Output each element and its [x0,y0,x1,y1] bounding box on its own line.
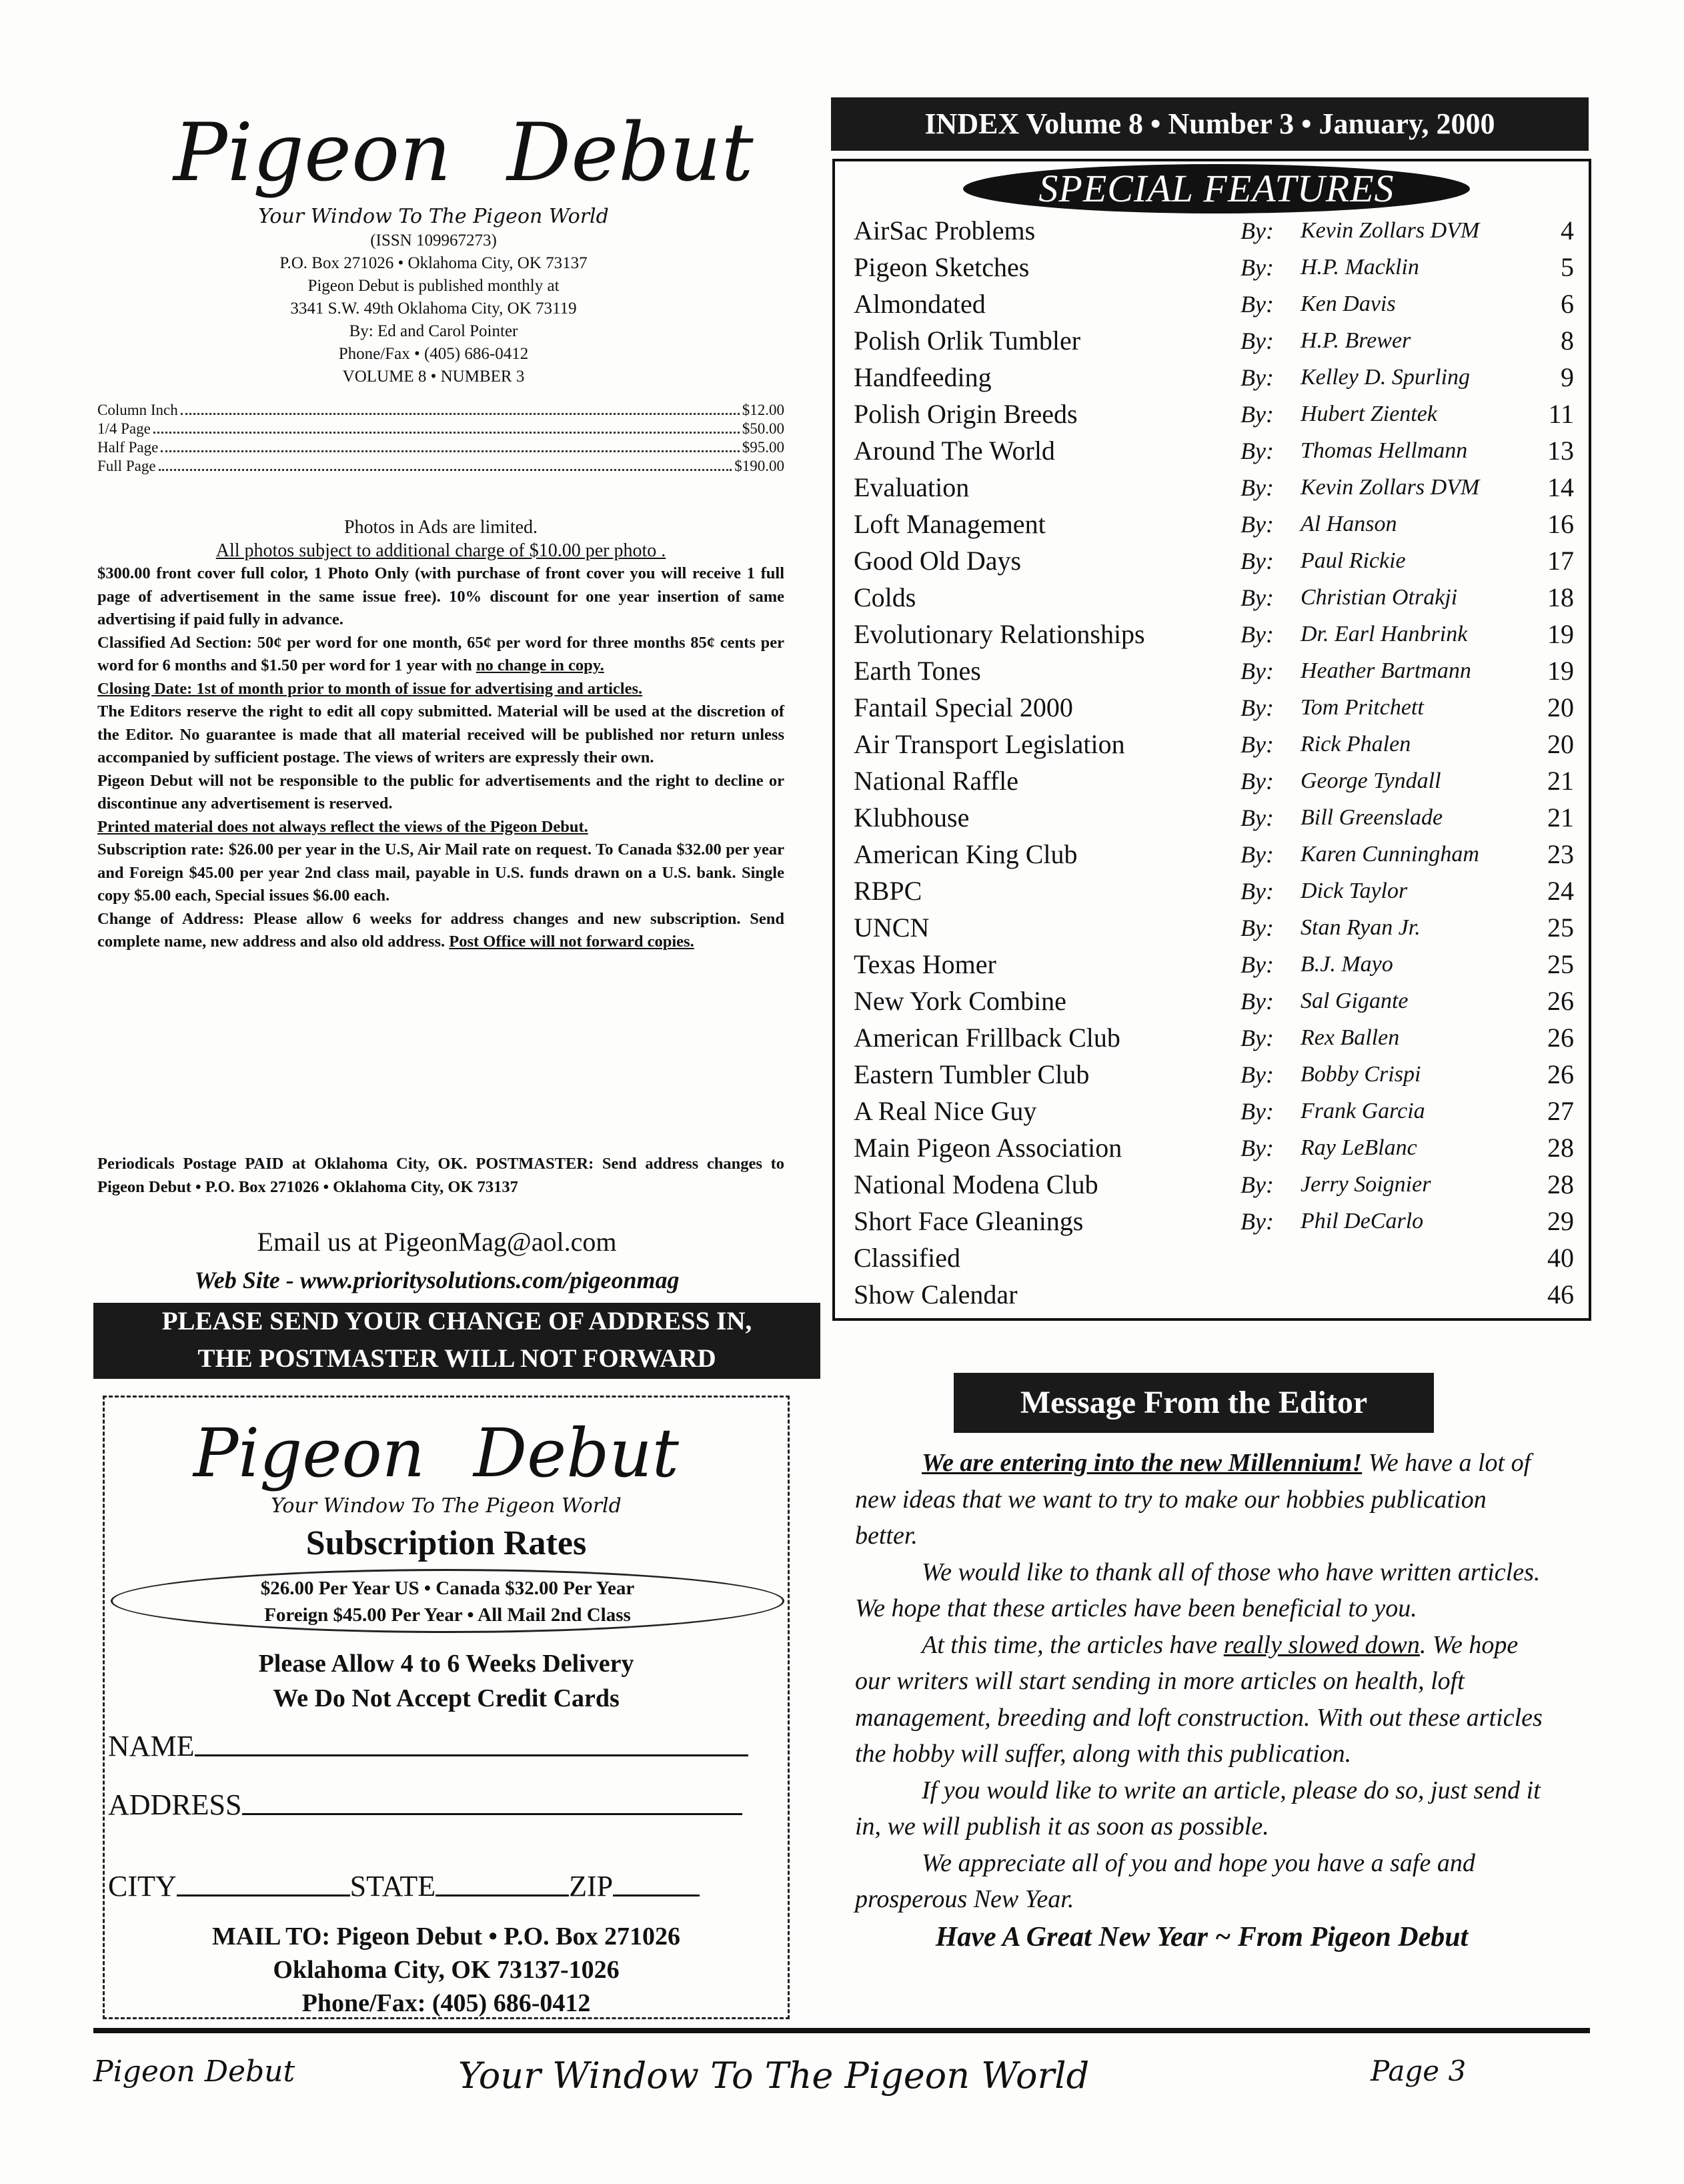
zip-label: ZIP [569,1870,614,1902]
toc-entry[interactable] [854,286,1574,322]
rate-row [97,402,784,420]
toc-page-number: 28 [1547,1133,1574,1163]
classified-text [97,632,784,678]
toc-author: Rex Ballen [1301,1025,1400,1050]
footer-rule [93,2028,1590,2033]
toc-title: Fantail Special 2000 [854,692,1073,722]
editor-p1-rest: We have a lot of new ideas that we want to try to make our hobbies publication better. [855,1449,1531,1550]
toc-title: A Real Nice Guy [854,1096,1037,1126]
toc-title: New York Combine [854,986,1066,1016]
po-box: P.O. Box 271026 • Oklahoma City, OK 73137 [279,254,588,272]
toc-by-label: By: [1240,584,1274,611]
toc-title: Klubhouse [854,802,970,833]
volume: VOLUME 8 • NUMBER 3 [342,368,525,386]
toc-title: RBPC [854,876,922,906]
page-number: Page 3 [1371,2055,1467,2087]
toc-entry[interactable] [854,799,1574,836]
rate-price: $12.00 [742,402,784,418]
toc-author: Rick Phalen [1301,731,1411,756]
closing-date: Closing Date: 1st of month prior to month of issue for advertising and articles. [97,679,643,698]
change-of-address [97,908,784,954]
toc-entry[interactable] [854,1056,1574,1093]
toc-entry[interactable] [854,469,1574,506]
toc-page-number: 27 [1547,1096,1574,1126]
toc-entry[interactable] [854,1239,1574,1276]
toc-entry[interactable] [854,762,1574,799]
toc-author: Kevin Zollars DVM [1301,217,1480,243]
toc-by-label: By: [1240,253,1274,281]
editor-message [855,1445,1549,1955]
toc-page-number: 25 [1547,913,1574,943]
toc-entry[interactable] [854,432,1574,469]
toc-author: Heather Bartmann [1301,658,1471,683]
toc-by-label: By: [1240,914,1274,941]
photos-charge: All photos subject to additional charge of $10.00 per photo . [215,540,666,561]
toc-entry[interactable] [854,909,1574,946]
editor-p3a: At this time, the articles have [922,1630,1224,1659]
toc-entry[interactable] [854,1166,1574,1203]
toc-entry[interactable] [854,616,1574,652]
toc-title: Good Old Days [854,546,1022,576]
published-line: Pigeon Debut is published monthly at [307,277,560,295]
toc-title: National Modena Club [854,1169,1098,1199]
toc-title: Air Transport Legislation [854,729,1125,759]
toc-page-number: 23 [1547,839,1574,869]
not-responsible: Pigeon Debut will not be responsible to the public for advertisements and the right to decline or discontinue any advertisement is reserved. [97,771,784,812]
toc-author: H.P. Brewer [1301,328,1411,353]
toc-by-label: By: [1240,290,1274,318]
address-field[interactable] [108,1788,768,1822]
toc-title: Classified [854,1243,960,1273]
toc-entry[interactable] [854,1276,1574,1313]
toc-by-label: By: [1240,877,1274,905]
toc-title: Short Face Gleanings [854,1206,1084,1236]
toc-author: Ray LeBlanc [1301,1135,1417,1160]
toc-title: Handfeeding [854,362,992,392]
rate-row [97,458,784,476]
masthead-tagline: Your Window To The Pigeon World [258,205,609,228]
toc-author: Kevin Zollars DVM [1301,474,1480,500]
toc-entry[interactable] [854,836,1574,873]
toc-page-number: 21 [1547,766,1574,796]
leader-dots [159,469,732,471]
mail-to [103,1920,790,2020]
toc-author: Al Hanson [1301,511,1397,536]
classified-rates: Classified Ad Section: 50¢ per word for one month, 65¢ per word for three months 85¢ cents per word for 6 months and $1.50 per word for 1 year with [97,633,784,674]
toc-title: American King Club [854,839,1078,869]
city-state-zip-field[interactable] [108,1869,768,1903]
toc-title: Earth Tones [854,656,981,686]
toc-title: UNCN [854,913,930,943]
toc-entry[interactable] [854,579,1574,616]
toc-page-number: 40 [1547,1243,1574,1273]
price-line2: Foreign $45.00 Per Year • All Mail 2nd Class [264,1604,631,1626]
toc-page-number: 13 [1547,436,1574,466]
toc-by-label: By: [1240,1024,1274,1051]
rate-label: Column Inch [97,402,178,418]
toc-page-number: 26 [1547,986,1574,1016]
notice-line1: PLEASE SEND YOUR CHANGE OF ADDRESS IN, [161,1307,752,1335]
toc-by-label: By: [1240,951,1274,978]
toc-by-label: By: [1240,510,1274,538]
front-cover-text: $300.00 front cover full color, 1 Photo Only (with purchase of front cover you will receive 1 full page of advertisement in the same issue free). 10% discount for one year insertion of same advertising if paid fully in advance. [97,564,784,628]
toc-title: Loft Management [854,509,1046,539]
toc-page-number: 18 [1547,582,1574,612]
toc-page-number: 16 [1547,509,1574,539]
toc-author: Sal Gigante [1301,988,1409,1013]
published-address: 3341 S.W. 49th Oklahoma City, OK 73119 [290,300,577,318]
toc-title: National Raffle [854,766,1018,796]
millennium-lead: We are entering into the new Millennium! [922,1449,1363,1477]
toc-author: Jerry Soignier [1301,1171,1431,1197]
editor-heading: Message From the Editor [954,1373,1434,1433]
publication-info [93,229,774,388]
toc-title: Polish Orlik Tumbler [854,326,1081,356]
toc-by-label: By: [1240,657,1274,684]
photos-limited: Photos in Ads are limited. [343,517,538,538]
rate-label: Half Page [97,439,159,456]
subscription-rate-text: Subscription rate: $26.00 per year in the U.S, Air Mail rate on request. To Canada $32.00 per year and Foreign $45.00 per year 2nd class mail, payable in U.S. funds drawn on a U.S. bank. Single copy $5.00 each, Special issues $6.00 each. [97,841,784,905]
name-field[interactable] [108,1729,768,1763]
toc-by-label: By: [1240,364,1274,391]
zip-blank[interactable] [613,1894,700,1896]
toc-page-number: 21 [1547,802,1574,833]
editors: By: Ed and Carol Pointer [349,322,518,340]
toc-title: American Frillback Club [854,1023,1120,1053]
editor-paragraph: We would like to thank all of those who have written articles. We hope that these articles have been beneficial to you. [855,1558,1541,1622]
coupon-title-word2: Debut [474,1414,679,1492]
toc-author: H.P. Macklin [1301,254,1419,280]
name-blank[interactable] [195,1754,748,1756]
toc-page-number: 46 [1547,1279,1574,1309]
toc-entry[interactable] [854,1093,1574,1129]
toc-entry[interactable] [854,873,1574,909]
delivery-line2: We Do Not Accept Credit Cards [273,1684,620,1712]
toc-entry[interactable] [854,652,1574,689]
rate-price: $190.00 [734,458,784,474]
name-label: NAME [108,1730,195,1762]
toc-by-label: By: [1240,217,1274,244]
toc-author: Bill Greenslade [1301,804,1443,830]
toc-page-number: 14 [1547,472,1574,502]
toc-entry[interactable] [854,322,1574,359]
toc-page-number: 4 [1561,215,1574,245]
toc-page-number: 17 [1547,546,1574,576]
toc-by-label: By: [1240,694,1274,721]
toc-title: Pigeon Sketches [854,252,1030,282]
toc-page-number: 26 [1547,1059,1574,1089]
state-label: STATE [349,1870,436,1902]
toc-entry[interactable] [854,1129,1574,1166]
address-label: ADDRESS [108,1788,242,1821]
toc-page-number: 26 [1547,1023,1574,1053]
toc-author: Stan Ryan Jr. [1301,915,1421,940]
toc-page-number: 20 [1547,729,1574,759]
rate-price: $50.00 [742,420,784,437]
toc-by-label: By: [1240,437,1274,464]
ad-rates [97,402,784,476]
masthead-title-word2: Debut [507,107,754,199]
toc-title: AirSac Problems [854,215,1036,245]
rate-label: Full Page [97,458,156,474]
toc-entry[interactable] [854,946,1574,983]
toc-page-number: 6 [1561,289,1574,319]
postal-notice: Periodicals Postage PAID at Oklahoma City, OK. POSTMASTER: Send address changes to Pigeon Debut • P.O. Box 271026 • Oklahoma City, OK 73137 [97,1155,784,1196]
toc-by-label: By: [1240,841,1274,868]
index-header: INDEX Volume 8 • Number 3 • January, 2000 [831,97,1589,151]
toc-title: Polish Origin Breeds [854,399,1078,429]
editor-signoff: Have A Great New Year ~ From Pigeon Debut [935,1921,1469,1953]
toc-page-number: 29 [1547,1206,1574,1236]
city-blank[interactable] [177,1894,350,1896]
toc-author: Dick Taylor [1301,878,1408,903]
toc-by-label: By: [1240,1061,1274,1088]
advertising-policy [97,516,784,954]
toc-page-number: 25 [1547,949,1574,979]
editors-reserve: The Editors reserve the right to edit all copy submitted. Material will be used at the discretion of the Editor. No guarantee is made that all material received will be published nor return unless accompanied by sufficient postage. The views of writers are expressly their own. [97,702,784,766]
price-oval [111,1569,784,1633]
toc-page-number: 20 [1547,692,1574,722]
toc-title: Colds [854,582,916,612]
toc-page-number: 28 [1547,1169,1574,1199]
toc-title: Texas Homer [854,949,996,979]
toc-author: Phil DeCarlo [1301,1208,1424,1233]
toc-entry[interactable] [854,506,1574,542]
toc-by-label: By: [1240,620,1274,648]
toc-title: Eastern Tumbler Club [854,1059,1090,1089]
toc-entry[interactable] [854,249,1574,286]
toc-entry[interactable] [854,542,1574,579]
editor-p3b: . We hope our writers will start sending in more articles on health, loft management, breeding and loft construction. With out these articles the hobby will suffer, along with this publication. [855,1630,1543,1768]
issn: (ISSN 109967273) [370,231,497,249]
toc-title: Around The World [854,436,1055,466]
masthead-title-word1: Pigeon [173,107,452,199]
rate-row [97,420,784,439]
toc-page-number: 24 [1547,876,1574,906]
toc-author: Kelley D. Spurling [1301,364,1471,390]
change-address-text: Change of Address: Please allow 6 weeks for address changes and new subscription. Send complete name, new address and also old address. [97,909,784,951]
price-line1: $26.00 Per Year US • Canada $32.00 Per Year [260,1578,635,1599]
toc-entry[interactable] [854,983,1574,1019]
editor-paragraph [855,1627,1549,1772]
toc-by-label: By: [1240,474,1274,501]
toc-by-label: By: [1240,987,1274,1015]
mail-line3: Phone/Fax: (405) 686-0412 [301,1989,591,2017]
masthead-logo [93,93,774,207]
editor-paragraph: We appreciate all of you and hope you have a safe and prosperous New Year. [855,1848,1475,1913]
classified-no-change: no change in copy. [476,656,604,674]
website-link[interactable]: Web Site - www.prioritysolutions.com/pigeonmag [194,1267,680,1293]
toc-title: Main Pigeon Association [854,1133,1122,1163]
toc-title: Evolutionary Relationships [854,619,1145,649]
toc-title: Show Calendar [854,1279,1018,1309]
toc-by-label: By: [1240,804,1274,831]
toc-entry[interactable] [854,359,1574,396]
toc-by-label: By: [1240,1171,1274,1198]
toc-entry[interactable] [854,689,1574,726]
notice-line2: THE POSTMASTER WILL NOT FORWARD [197,1344,716,1373]
mail-line1: MAIL TO: Pigeon Debut • P.O. Box 271026 [212,1923,680,1951]
toc-title: Evaluation [854,472,970,502]
toc-entry[interactable] [854,1203,1574,1239]
toc-author: Paul Rickie [1301,548,1406,573]
toc-entry[interactable] [854,396,1574,432]
editor-paragraph [855,1445,1549,1554]
delivery-info [103,1646,790,1716]
toc-by-label: By: [1240,327,1274,354]
toc-page-number: 5 [1561,252,1574,282]
toc-page-number: 19 [1547,656,1574,686]
coupon-tagline: Your Window To The Pigeon World [271,1494,622,1518]
state-blank[interactable] [436,1894,569,1896]
address-notice-banner [93,1303,820,1379]
toc-author: Hubert Zientek [1301,401,1437,426]
toc-entry[interactable] [854,1019,1574,1056]
toc-by-label: By: [1240,547,1274,574]
phone: Phone/Fax • (405) 686-0412 [338,345,529,363]
email-link[interactable]: Email us at PigeonMag@aol.com [257,1227,617,1257]
rate-label: 1/4 Page [97,420,151,437]
toc-author: Ken Davis [1301,291,1396,316]
leader-dots [161,450,739,452]
special-features-heading: SPECIAL FEATURES [963,164,1470,213]
footer-title: Pigeon Debut [93,2055,295,2089]
printed-material: Printed material does not always reflect the views of the Pigeon Debut. [97,817,588,836]
toc-entry[interactable] [854,212,1574,249]
toc-author: Dr. Earl Hanbrink [1301,621,1468,646]
toc-page-number: 11 [1548,399,1574,429]
mail-line2: Oklahoma City, OK 73137-1026 [273,1956,620,1984]
toc-by-label: By: [1240,767,1274,794]
table-of-contents [854,212,1574,1313]
coupon-title-word1: Pigeon [193,1414,426,1492]
city-label: CITY [108,1870,177,1902]
post-office-note: Post Office will not forward copies. [449,933,694,951]
toc-by-label: By: [1240,1134,1274,1161]
toc-title: Almondated [854,289,986,319]
toc-author: B.J. Mayo [1301,951,1393,977]
toc-author: George Tyndall [1301,768,1441,793]
toc-author: Karen Cunningham [1301,841,1479,867]
rate-price: $95.00 [742,439,784,456]
toc-author: Bobby Crispi [1301,1061,1421,1087]
toc-author: Christian Otrakji [1301,584,1458,610]
toc-page-number: 9 [1561,362,1574,392]
toc-entry[interactable] [854,726,1574,762]
leader-dots [153,432,740,434]
editor-p3-underline: really slowed down [1223,1630,1420,1659]
address-blank[interactable] [242,1813,742,1815]
toc-by-label: By: [1240,1207,1274,1235]
toc-page-number: 8 [1561,326,1574,356]
toc-author: Tom Pritchett [1301,694,1424,720]
toc-by-label: By: [1240,1097,1274,1125]
toc-author: Frank Garcia [1301,1098,1425,1123]
leader-dots [181,413,740,415]
toc-by-label: By: [1240,400,1274,428]
rate-row [97,439,784,458]
delivery-line1: Please Allow 4 to 6 Weeks Delivery [258,1650,634,1678]
toc-by-label: By: [1240,730,1274,758]
toc-page-number: 19 [1547,619,1574,649]
subscription-heading: Subscription Rates [305,1524,587,1562]
editor-paragraph: If you would like to write an article, please do so, just send it in, we will publish it as soon as possible. [855,1776,1541,1840]
footer-tagline: Your Window To The Pigeon World [458,2055,1090,2097]
toc-author: Thomas Hellmann [1301,438,1468,463]
